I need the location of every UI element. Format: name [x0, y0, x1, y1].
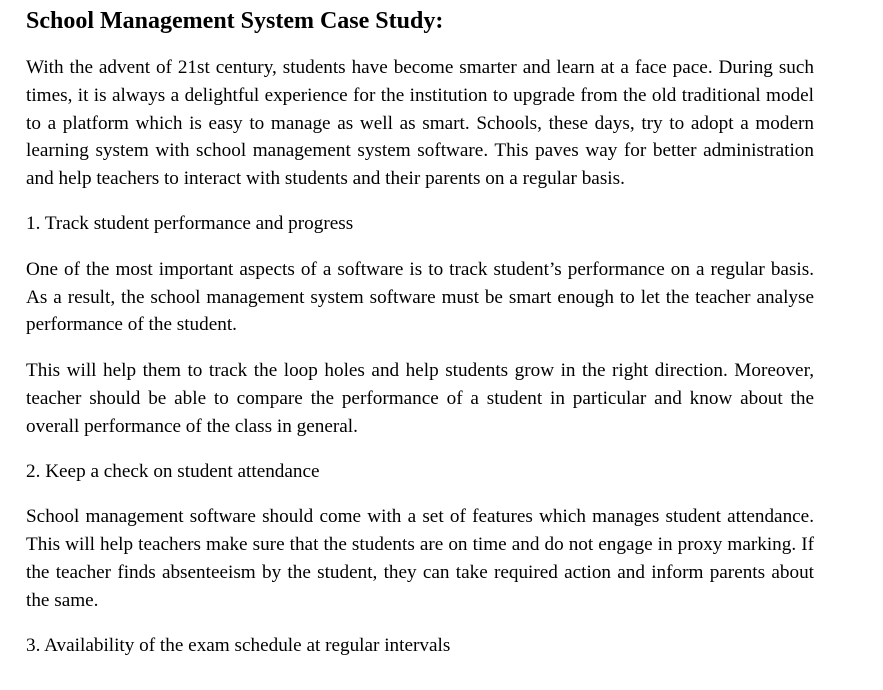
document-page [26, 0, 814, 659]
item-2-heading: 2. Keep a check on student attendance [26, 460, 320, 482]
item-1-heading: 1. Track student performance and progress [26, 212, 354, 234]
item-1-paragraph-1: One of the most important aspects of a software is to track student’s performance on a regular basis. As a result, the school management system software must be smart enough to let the teacher analyse performance of the student. [26, 258, 814, 336]
item-1-paragraph-2: This will help them to track the loop holes and help students grow in the right direction. Moreover, teacher should be able to compare the performance of a student in particular and know about the overall performance of the class in general. [26, 360, 814, 437]
item-2-paragraph-1: School management software should come with a set of features which manages student attendance. This will help teachers make sure that the students are on time and do not engage in proxy marking. If the teacher finds absenteeism by the student, they can take required action and inform parents about the same. [26, 506, 814, 611]
document-title: School Management System Case Study: [26, 8, 444, 34]
intro-paragraph: With the advent of 21st century, students have become smarter and learn at a face pace. During such times, it is always a delightful experience for the institution to upgrade from the old traditional model to a platform which is easy to manage as well as smart. Schools, these days, try to adopt a modern learning system with school management system software. This paves way for better administration and help teachers to interact with students and their parents on a regular basis. [26, 57, 814, 190]
item-3-heading: 3. Availability of the exam schedule at regular intervals [26, 634, 451, 656]
